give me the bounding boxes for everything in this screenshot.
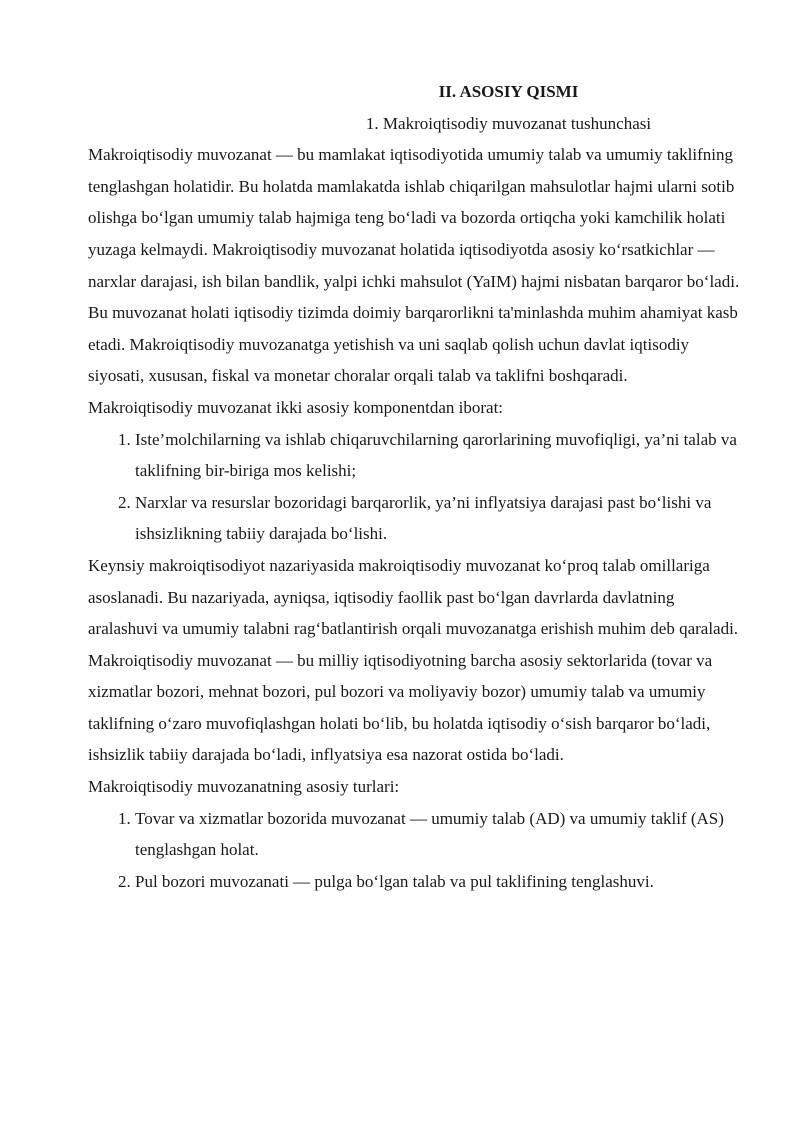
paragraph-3: Makroiqtisodiy muvozanat ikki asosiy komponentdan iborat: xyxy=(88,397,504,417)
section-subtitle: 1. Makroiqtisodiy muvozanat tushunchasi xyxy=(365,113,652,133)
list-item: 2. Narxlar va resurslar bozoridagi barqarorlik, ya’ni inflyatsiya darajasi past bo‘lishi va ishsizlikning tabiiy darajada bo‘lishi. xyxy=(135,487,744,550)
paragraph-4: Keynsiy makroiqtisodiyot nazariyasida makroiqtisodiy muvozanat ko‘proq talab omillariga asoslanadi. Bu nazariyada, ayniqsa, iqtisodiy faollik past bo‘lgan davrlarda davlatning aralashuvi va umumiy talabni rag‘batlantirish orqali muvozanatga erishish muhim deb qaraladi. xyxy=(88,555,739,639)
types-list xyxy=(88,803,744,898)
paragraph-1: Makroiqtisodiy muvozanat — bu mamlakat iqtisodiyotida umumiy talab va umumiy taklifning tenglashgan holatidir. Bu holatda mamlakatda ishlab chiqarilgan mahsulotlar hajmi ularni sotib olishga bo‘lgan umumiy talab hajmiga teng bo‘ladi va bozorda ortiqcha yoki kamchilik holati yuzaga kelmaydi. Makroiqtisodiy muvozanat holatida iqtisodiyotda asosiy ko‘rsatkichlar — narxlar darajasi, ish bilan bandlik, yalpi ichki mahsulot (YaIM) hajmi nisbatan barqaror bo‘ladi. xyxy=(88,145,740,291)
list-item: 2. Pul bozori muvozanati — pulga bo‘lgan talab va pul taklifining tenglashuvi. xyxy=(135,866,744,898)
document-page xyxy=(88,76,744,897)
components-list xyxy=(88,424,744,550)
paragraph-6: Makroiqtisodiy muvozanatning asosiy turlari: xyxy=(88,777,400,797)
list-item: 1. Tovar va xizmatlar bozorida muvozanat — umumiy talab (AD) va umumiy taklif (AS) tenglashgan holat. xyxy=(135,803,744,866)
section-title: II. ASOSIY QISMI xyxy=(438,82,579,101)
paragraph-2: Bu muvozanat holati iqtisodiy tizimda doimiy barqarorlikni ta'minlashda muhim ahamiyat kasb etadi. Makroiqtisodiy muvozanatga yetishish va uni saqlab qolish uchun davlat iqtisodiy siyosati, xususan, fiskal va monetar choralar orqali talab va taklifni boshqaradi. xyxy=(88,303,738,386)
list-item: 1. Iste’molchilarning va ishlab chiqaruvchilarning qarorlarining muvofiqligi, ya’ni talab va taklifning bir-biriga mos kelishi; xyxy=(135,424,744,487)
paragraph-5: Makroiqtisodiy muvozanat — bu milliy iqtisodiyotning barcha asosiy sektorlarida (tovar va xizmatlar bozori, mehnat bozori, pul bozori va moliyaviy bozor) umumiy talab va umumiy taklifning o‘zaro muvofiqlashgan holati bo‘lib, bu holatda iqtisodiy o‘sish barqaror bo‘ladi, ishsizlik tabiiy darajada bo‘ladi, inflyatsiya esa nazorat ostida bo‘ladi. xyxy=(88,650,713,765)
